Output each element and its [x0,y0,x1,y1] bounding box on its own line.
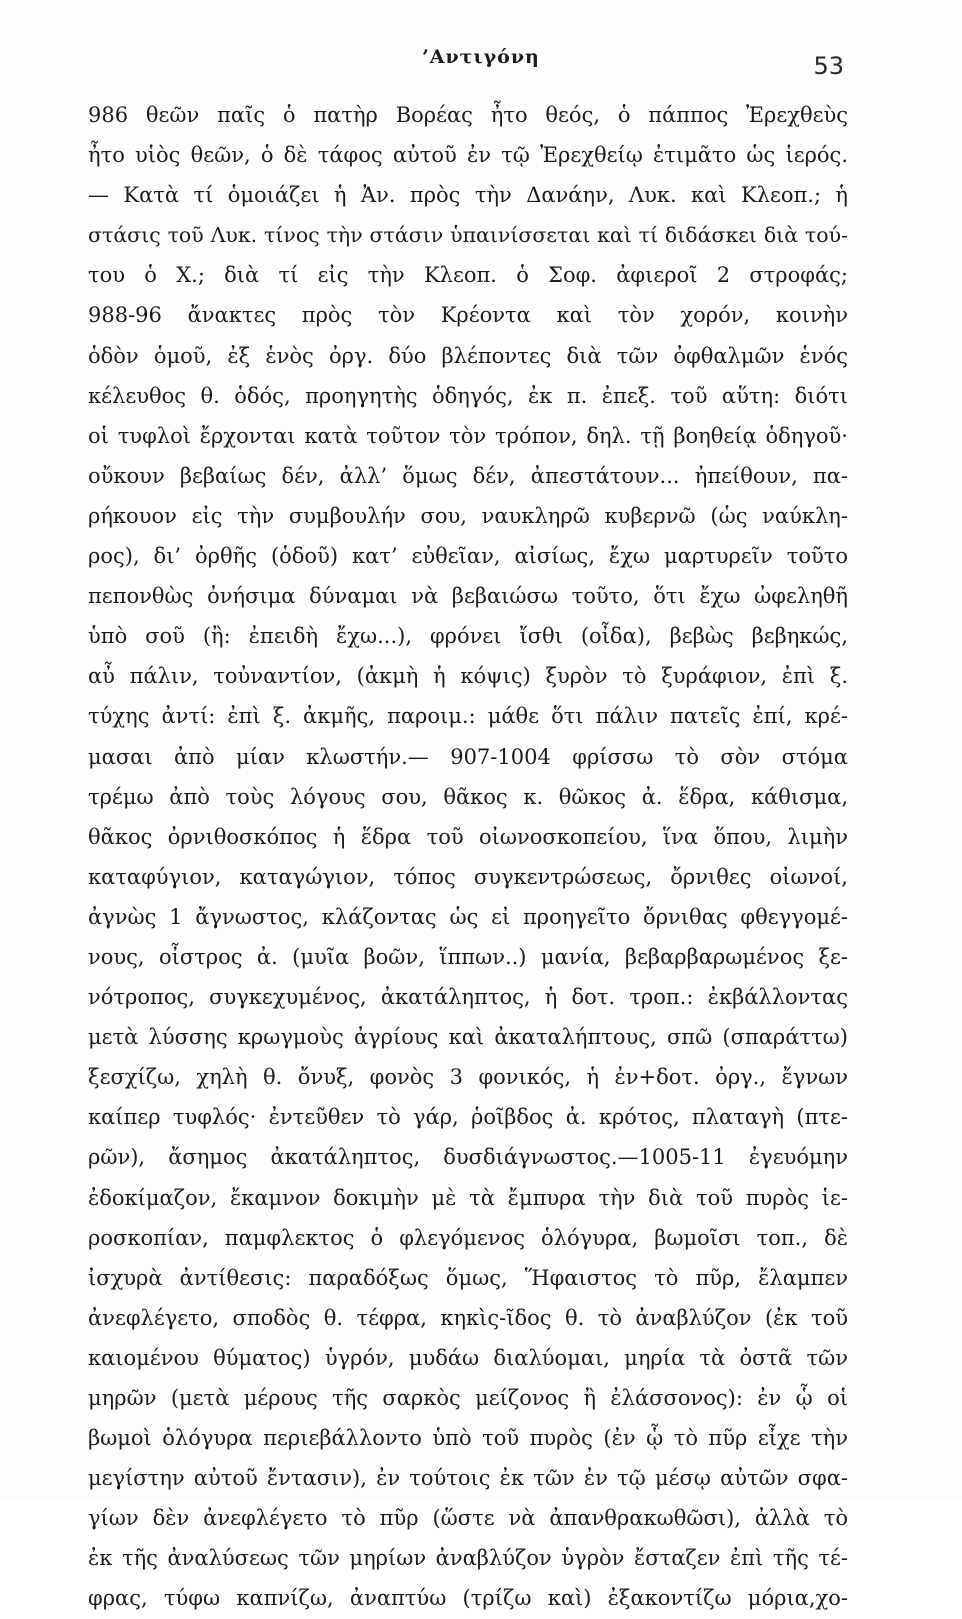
text-line: ρῶν), ἄσημος ἀκατάληπτος, δυσδιάγνωστος.—1005-11 ἐγευόμην [88,1145,848,1170]
text-line: 986 θεῶν παῖς ὁ πατὴρ Βορέας ἦτο θεός, ὁ πάππος Ἐρεχθεὺς [88,103,848,127]
text-line: ρος), δι’ ὀρθῆς (ὁδοῦ) κατ’ εὐθεῖαν, αἰσίως, ἔχω μαρτυρεῖν τοῦτο [88,544,848,569]
text-line: ἰσχυρὰ ἀντίθεσις: παραδόξως ὅμως, Ἥφαιστος τὸ πῦρ, ἔλαμπεν [88,1265,848,1290]
text-line: καταφύγιον, καταγώγιον, τόπος συγκεντρώσεως, ὄρνιθες οἰωνοί, [88,864,848,889]
page-number: 53 [813,52,844,80]
text-line: ὑπὸ σοῦ (ἢ: ἐπειδὴ ἔχω...), φρόνει ἴσθι (οἶδα), βεβὼς βεβηκώς, [88,624,848,649]
text-line: ρήκουον εἰς τὴν συμβουλήν σου, ναυκληρῶ κυβερνῶ (ὡς ναύκλη- [88,503,848,528]
text-line: ροσκοπίαν, παμφλεκτος ὁ φλεγόμενος ὁλόγυρα, βωμοῖσι τοπ., δὲ [88,1225,848,1250]
page-header [0,46,962,80]
text-line: στάσις τοῦ Λυκ. τίνος τὴν στάσιν ὑπαινίσσεται καὶ τί διδάσκει διὰ τού- [88,223,848,248]
text-line: φρας, τύφω καπνίζω, ἀναπτύω (τρίζω καὶ) ἐξακοντίζω μόρια,χο- [88,1586,848,1611]
text-line: ὁδὸν ὁμοῦ, ἐξ ἑνὸς ὀργ. δύο βλέποντες διὰ τῶν ὀφθαλμῶν ἑνός [88,343,848,368]
running-title: ’Αντιγόνη [422,46,540,68]
text-line: αὖ πάλιν, τοὐναντίον, (ἀκμὴ ἡ κόψις) ξυρὸν τὸ ξυράφιον, ἐπὶ ξ. [88,664,848,689]
text-line: — Κατὰ τί ὁμοιάζει ἡ Ἀν. πρὸς τὴν Δανάην, Λυκ. καὶ Κλεοπ.; ἡ [88,183,848,208]
text-line: βωμοὶ ὁλόγυρα περιεβάλλοντο ὑπὸ τοῦ πυρὸς (ἐν ᾧ τὸ πῦρ εἶχε τὴν [88,1426,848,1451]
text-line: τύχης ἀντί: ἐπὶ ξ. ἀκμῆς, παροιμ.: μάθε ὅτι πάλιν πατεῖς ἐπί, κρέ- [88,704,848,729]
text-line: μηρῶν (μετὰ μέρους τῆς σαρκὸς μείζονος ἢ ἐλάσσονος): ἐν ᾧ οἱ [88,1386,848,1410]
text-line: του ὁ Χ.; διὰ τί εἰς τὴν Κλεοπ. ὁ Σοφ. ἀφιεροῖ 2 στροφάς; [88,263,848,288]
text-line: καιομένου θύματος) ὑγρόν, μυδάω διαλύομαι, μηρία τὰ ὀστᾶ τῶν [88,1345,848,1370]
text-line: οἱ τυφλοὶ ἔρχονται κατὰ τοῦτον τὸν τρόπον, δηλ. τῇ βοηθείᾳ ὁδηγοῦ· [88,423,848,448]
text-line: ἀγνὼς 1 ἄγνωστος, κλάζοντας ὡς εἰ προηγεῖτο ὄρνιθας φθεγγομέ- [88,904,848,929]
text-line: ἐκ τῆς ἀναλύσεως τῶν μηρίων ἀναβλύζον ὑγρὸν ἔσταζεν ἐπὶ τῆς τέ- [88,1546,848,1571]
text-line: οὔκουν βεβαίως δέν, ἀλλ’ ὅμως δέν, ἀπεστάτουν... ἠπείθουν, πα- [88,463,848,488]
text-line: 988-96 ἄνακτες πρὸς τὸν Κρέοντα καὶ τὸν χορόν, κοινὴν [88,303,848,328]
text-line: γίων δὲν ἀνεφλέγετο τὸ πῦρ (ὥστε νὰ ἀπανθρακωθῶσι), ἀλλὰ τὸ [88,1506,848,1531]
text-line: μασαι ἀπὸ μίαν κλωστήν.— 907-1004 φρίσσω τὸ σὸν στόμα [88,744,848,769]
text-line: τρέμω ἀπὸ τοὺς λόγους σου, θᾶκος κ. θῶκος ἀ. ἕδρα, κάθισμα, [88,784,848,809]
text-line: νότροπος, συγκεχυμένος, ἀκατάληπτος, ἡ δοτ. τροπ.: ἐκβάλλοντας [88,985,848,1010]
text-line: ἀνεφλέγετο, σποδὸς θ. τέφρα, κηκὶς-ῖδος θ. τὸ ἀναβλύζον (ἐκ τοῦ [88,1305,848,1330]
text-line: μετὰ λύσσης κρωγμοὺς ἀγρίους καὶ ἀκαταλήπτους, σπῶ (σπαράττω) [88,1025,848,1050]
commentary-text [88,95,848,1619]
text-line: θᾶκος ὀρνιθοσκόπος ἡ ἕδρα τοῦ οἰωνοσκοπείου, ἵνα ὅπου, λιμὴν [88,824,848,849]
text-line: κέλευθος θ. ὁδός, προηγητὴς ὁδηγός, ἐκ π. ἐπεξ. τοῦ αὕτη: διότι [88,383,848,408]
text-line: ξεσχίζω, χηλὴ θ. ὄνυξ, φονὸς 3 φονικός, ἡ ἐν+δοτ. ὀργ., ἔγνων [88,1065,848,1090]
text-line: μεγίστην αὐτοῦ ἔντασιν), ἐν τούτοις ἐκ τῶν ἐν τῷ μέσῳ αὐτῶν σφα- [88,1466,848,1491]
text-line: νους, οἶστρος ἀ. (μυῖα βοῶν, ἵππων..) μανία, βεβαρβαρωμένος ξε- [88,944,848,969]
text-line: καίπερ τυφλός· ἐντεῦθεν τὸ γάρ, ῥοῖβδος ἀ. κρότος, πλαταγὴ (πτε- [88,1105,848,1130]
text-line: ἦτο υἱὸς θεῶν, ὁ δὲ τάφος αὐτοῦ ἐν τῷ Ἐρεχθείῳ ἐτιμᾶτο ὡς ἱερός. [88,143,848,168]
text-line: πεπονθὼς ὀνήσιμα δύναμαι νὰ βεβαιώσω τοῦτο, ὅτι ἔχω ὠφεληθῆ [88,584,848,609]
text-line: ἐδοκίμαζον, ἔκαμνον δοκιμὴν μὲ τὰ ἔμπυρα τὴν διὰ τοῦ πυρὸς ἱε- [88,1185,848,1210]
